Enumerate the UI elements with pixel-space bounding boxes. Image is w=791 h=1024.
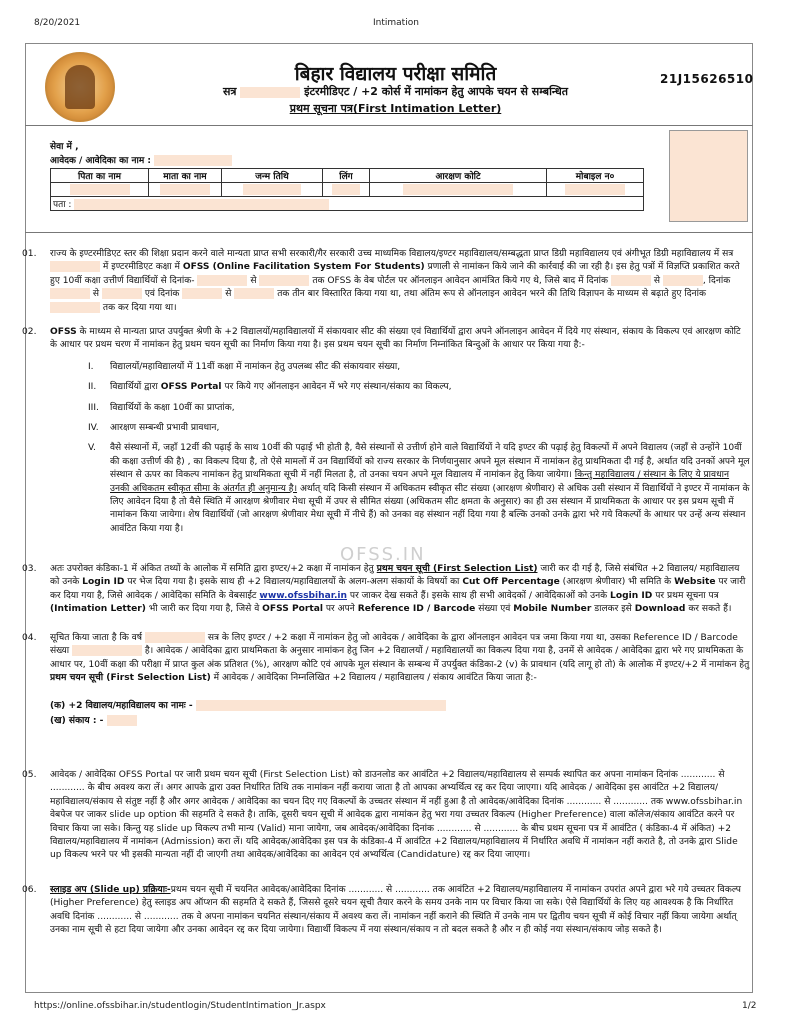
print-date: 8/20/2021 [34,18,81,28]
cell-dob [222,183,323,197]
page-number: 1/2 [742,1001,757,1011]
watermark: OFSS.IN [340,544,426,565]
seva-label: सेवा में , [50,142,79,152]
divider [25,232,753,233]
col-gender: लिंग [323,169,370,183]
applicant-name-label: आवेदक / आवेदिका का नाम : [50,153,232,166]
col-category: आरक्षण कोटि [370,169,547,183]
registration-number: 21J15626510 [660,72,754,86]
cell-gender [323,183,370,197]
ofss-website-link[interactable]: www.ofssbihar.in [259,590,347,601]
para-2: 02. OFSS के माध्यम से मान्यता प्राप्त उपर्युक्त श्रेणी के +2 विद्यालयों/महाविद्यालयों में संकायवार सीट की संख्या एवं विद्यार्थियों द्वारा अपने ऑनलाइन आवेदन में दिये गए संस्थान, संकाय के विकल्प एवं आरक्षण कोटि के आधार पर प्रथम चरण में नामांकन हेतु प्रथम चयन सूची का निर्माण किया गया है। इस प्रथम चयन सूची का निर्माण निम्नांकित बिन्दुओं के आधार पर किया गया है:- I. विद्यालयों/महाविद्यालयों में 11वीं कक्षा में नामांकन हेतु उपलब्ध सीट की संकायवार संख्या, II. विद्यार्थियों द्वारा OFSS Portal पर किये गए ऑनलाइन आवेदन में भरे गए संस्थान/संकाय का विकल्प, III. विद्यार्थियों के कक्षा 10वीं का प्राप्तांक, IV. आरक्षण सम्बन्धी प्रभावी प्रावधान, V. वैसे संस्थानों में, जहाँ 12वीं की पढ़ाई के साथ 10वीं की पढ़ाई भी होती है, वैसे संस्थानों से उत्तीर्ण होने वाले विद्यार्थियों ने यदि इण्टर की पढ़ाई हेतु विकल्पों में अपने विद्यालय (जहाँ से उन्होंने 10वीं की कक्षा उत्तीर्ण की है) , का विकल्प दिया है, तो ऐसे मामलों में उन विद्यार्थियों को राज्य सरकार के निर्णयानुसार अपने मूल संस्थान में नामांकन हेतु प्राथमिकता दी गई है, अर्थात यदि उनकों अपने मूल संस्थान से ऊपर का विकल्प नामांकन हेतु प्राथमिकता सूची में नहीं मिलता है, तो उनका चयन अपने मूल विद्यालय में नामांकन हेतु किया जायेगा। किन्तु महाविद्यालय / संस्थान के लिए ये प्रावधान उनकी अधिकतम स्वीकृत सीमा के अंतर्गत ही अनुमान्य है। अर्थात् यदि किसी संस्थान में अधिकतम स्वीकृत सीट संख्या (आरक्षण श्रेणीवार) से अधिक उसी संस्थान में विद्यार्थियों ने इण्टर में नामांकन के लिए आवेदन दिया है तो वैसे स्थिति में आरक्षण श्रेणीवार मेधा सूची में उपर से सीमित संख्या (अधिकतम सीट क्षमता के अनुसार) का ही उस संस्थान में प्राथमिकता के आधार पर इस प्रथम सूची में नामांकन किया जायेगा। शेष विद्यार्थियों (जो आरक्षण श्रेणीवार मेधा सूची में नीचे हैं) को उनका वह संस्थान नहीं दिया गया है बल्कि उनको उनके द्वारा भरे गये विकल्पों के आधार पर उन्हें अन्य संस्थान आवंटित किया गया है। [22,327,750,534]
col-mobile: मोबाइल न० [547,169,644,183]
applicant-photo [669,130,748,222]
col-mother: माता का नाम [149,169,222,183]
applicant-info-table [50,168,644,211]
col-dob: जन्म तिथि [222,169,323,183]
letter-title: प्रथम सूचना पत्र(First Intimation Letter) [289,102,502,115]
para-6: 06. स्लाइड अप (Slide up) प्रक्रियाः-प्रथम चयन सूची में चयनित आवेदक/आवेदिका दिनांक ............ से ............ तक आवंटित +2 विद्यालय/महाविद्यालय में नामांकन उपरांत अपने द्वारा भरे गये उच्चतर विकल्प (Higher Preference) हेतु स्लाइड अप ऑप्शन की सहमति दे सकते हैं, जिससे दूसरे चयन सूची तैयार करने के समय उनके नाम पर विचार किया जा सके। ऐसे विद्यार्थियों के लिए यह आवश्यक है कि निर्धारित अवधि दिनांक ............ से ............ तक वे अपना नामांकन चयनित संस्थान/संकाय में अवश्य करा लें। नामांकन नहीं कराने की स्थिति में उनके नाम पर द्वितीय चयन सूची में कोई विचार नहीं किया जायेगा अर्थात् उनका नाम सूची से हटा दिया जायेगा और उनका आवेदन रद्द कर दिया जायेगा। विद्यार्थी विकल्प में नया संस्थान/संकाय न तो बदल सकते है और न ही कोई नया संस्थान/संकाय जोड़ सकते है। [22,885,741,936]
divider [25,125,753,126]
print-title: Intimation [373,18,419,28]
page-url: https://online.ofssbihar.in/studentlogin/StudentIntimation_Jr.aspx [34,1001,326,1011]
cell-mother [149,183,222,197]
para-4: 04. सूचित किया जाता है कि वर्ष सत्र के लिए इण्टर / +2 कक्षा में नामांकन हेतु जो आवेदक / आवेदिका के द्वारा ऑनलाइन आवेदन पत्र जमा किया गया था, उसका Reference ID / Barcode संख्या है। आवेदक / आवेदिका द्वारा प्राथमिकता के अनुसार नामांकन हेतु जिन +2 विद्यालयों / महाविद्यालयों का विकल्प दिया गया है, उनमें से आवेदक / आवेदिका द्वारा भरे गए प्राथमिकता के आधार पर, 10वीं कक्षा की परीक्षा में प्राप्त कुल अंक प्रतिशत (%), आरक्षण कोटि एवं आपके मूल संस्थान के सम्बन्ध में उपर्युक्त कंडिका-2 (v) के प्रावधान (यदि लागू हो तो) के आलोक में इण्टर/+2 में नामांकन हेतु प्रथम चयन सूची (First Selection List) में आवेदक / आवेदिका निम्नलिखित +2 विद्यालय / महाविद्यालय / संकाय आवंटित किया जाता है:- (क) +2 विद्यालय/महाविद्यालय का नामः - (ख) संकाय : - [50,632,750,728]
session-line: सत्र इंटरमीडिएट / +2 कोर्स में नामांकन हेतु आपके चयन से सम्बन्धित [222,85,569,98]
para-1: 01. राज्य के इण्टरमीडिएट स्तर की शिक्षा प्रदान करने वाले मान्यता प्राप्त सभी सरकारी/गैर सरकारी उच्च माध्यमिक विद्यालय/इण्टर महाविद्यालय/सम्बद्धता प्राप्त डिग्री महाविद्यालय एवं अंगीभूत डिग्री महाविद्यालय में सत्र में इण्टरमीडिएट कक्षा में OFSS (Online Facilitation System For Students) प्रणाली से नामांकन किये जाने की कार्रवाई की जा रही है। इस हेतु पत्रों में विज्ञप्ति प्रकाशित करते हुए 10वीं कक्षा उत्तीर्ण विद्यार्थियों से दिनांक- से तक OFSS के वेब पोर्टल पर ऑनलाइन आवेदन आमंत्रित किये गए थे, जिसे बाद में दिनांक से , दिनांक से एवं दिनांक से तक तीन बार विस्तारित किया गया था, तथा अंतिम रूप से ऑनलाइन आवेदन भरने की तिथि विज्ञापन के माध्यम से बढ़ाते हुए दिनांक तक कर दिया गया था। [22,249,740,313]
cell-father [51,183,149,197]
cell-category [370,183,547,197]
para-3: 03. अतः उपरोक्त कंडिका-1 में अंकित तथ्यों के आलोक में समिति द्वारा इण्टर/+2 कक्षा में नामांकन हेतु प्रथम चयन सूची (First Selection List) जारी कर दी गई है, जिसे संबंधित +2 विद्यालय/ महाविद्यालय को उनके Login ID पर भेज दिया गया है। इसके साथ ही +2 विद्यालय/महाविद्यालयों के अलग-अलग संकायों के विषयों का Cut Off Percentage (आरक्षण श्रेणीवार) भी समिति के Website पर जारी कर दिया गया है, जिसे आवेदक / आवेदिका समिति के वेबसाईट www.ofssbihar.in पर जाकर देख सकते हैं। इसके साथ ही सभी आवेदकों / आवेदिकाओं को उनके Login ID पर प्रथम सूचना पत्र (Intimation Letter) भी जारी कर दिया गया है, जिसे वे OFSS Portal पर अपने Reference ID / Barcode संख्या एवं Mobile Number डालकर इसे Download कर सकते हैं। [22,564,746,615]
col-father: पिता का नाम [51,169,149,183]
address-row: पता : [51,197,644,211]
cell-mobile [547,183,644,197]
para-5: आवेदक / आवेदिका OFSS Portal पर जारी प्रथम चयन सूची (First Selection List) को डाउनलोड कर आवंटित +2 विद्यालय/महाविद्यालय से सम्पर्क स्थापित कर अपना नामांकन दिनांक ............ से ............ के बीच अवश्य करा लें। अगर आपके द्वारा उक्त निर्धारित तिथि तक नामांकन नहीं कराया जाता है तो आपका अभ्यर्थित्व रद्द कर दिया जाएगा। यदि आवेदक / आवेदिका इस आवंटित +2 विद्यालय/महाविद्यालय/संकाय से संतुष्ट नहीं है और अगर आवेदक / आवेदिका का चयन दिए गए विकल्पों के उच्चतर संस्थान में नहीं हुआ है तो आवेदक/आवेदिका दिनांक ............ से ............ तक www.ofssbihar.in वेबपेज पर जाकर slide up option की सहमति दे सकते है। ताकि, दूसरी चयन सूची में आवेदक द्वारा नामांकन हेतु भरा गया उच्चतर विकल्प (Higher Preference) वाला कॉलेज/संकाय आवंटित करने पर विचार किया जा सके। किन्तु यह slide up विकल्प तभी मान्य (Valid) माना जायेगा, जब आवेदक/आवेदिका दिनांक ............ से ............ के बीच प्रथम सूचना पत्र में आवंटित ( कंडिका-4 में अंकित) +2 विद्यालय/महाविद्यालय में नामांकन (Admission) करा लें। यदि आवेदक/आवेदिका इस पत्र के कंडिका-4 में आवंटित +2 विद्यालय/महाविद्यालय में निर्धारित अवधि में नामांकन नहीं कराते है, तो उनके द्वारा Slide up विकल्प भरने पर भी इसकी मान्यता नहीं दी जाएगी तथा आवेदक/आवेदिका का आवेदन एवं अभ्यर्थित्व (Candidature) रद्द कर दिया जाएगा। [50,770,743,861]
allotted-faculty: (ख) संकाय : - [50,715,750,728]
org-title: बिहार विद्यालय परीक्षा समिति [294,63,497,85]
allotted-college: (क) +2 विद्यालय/महाविद्यालय का नामः - [50,700,750,713]
